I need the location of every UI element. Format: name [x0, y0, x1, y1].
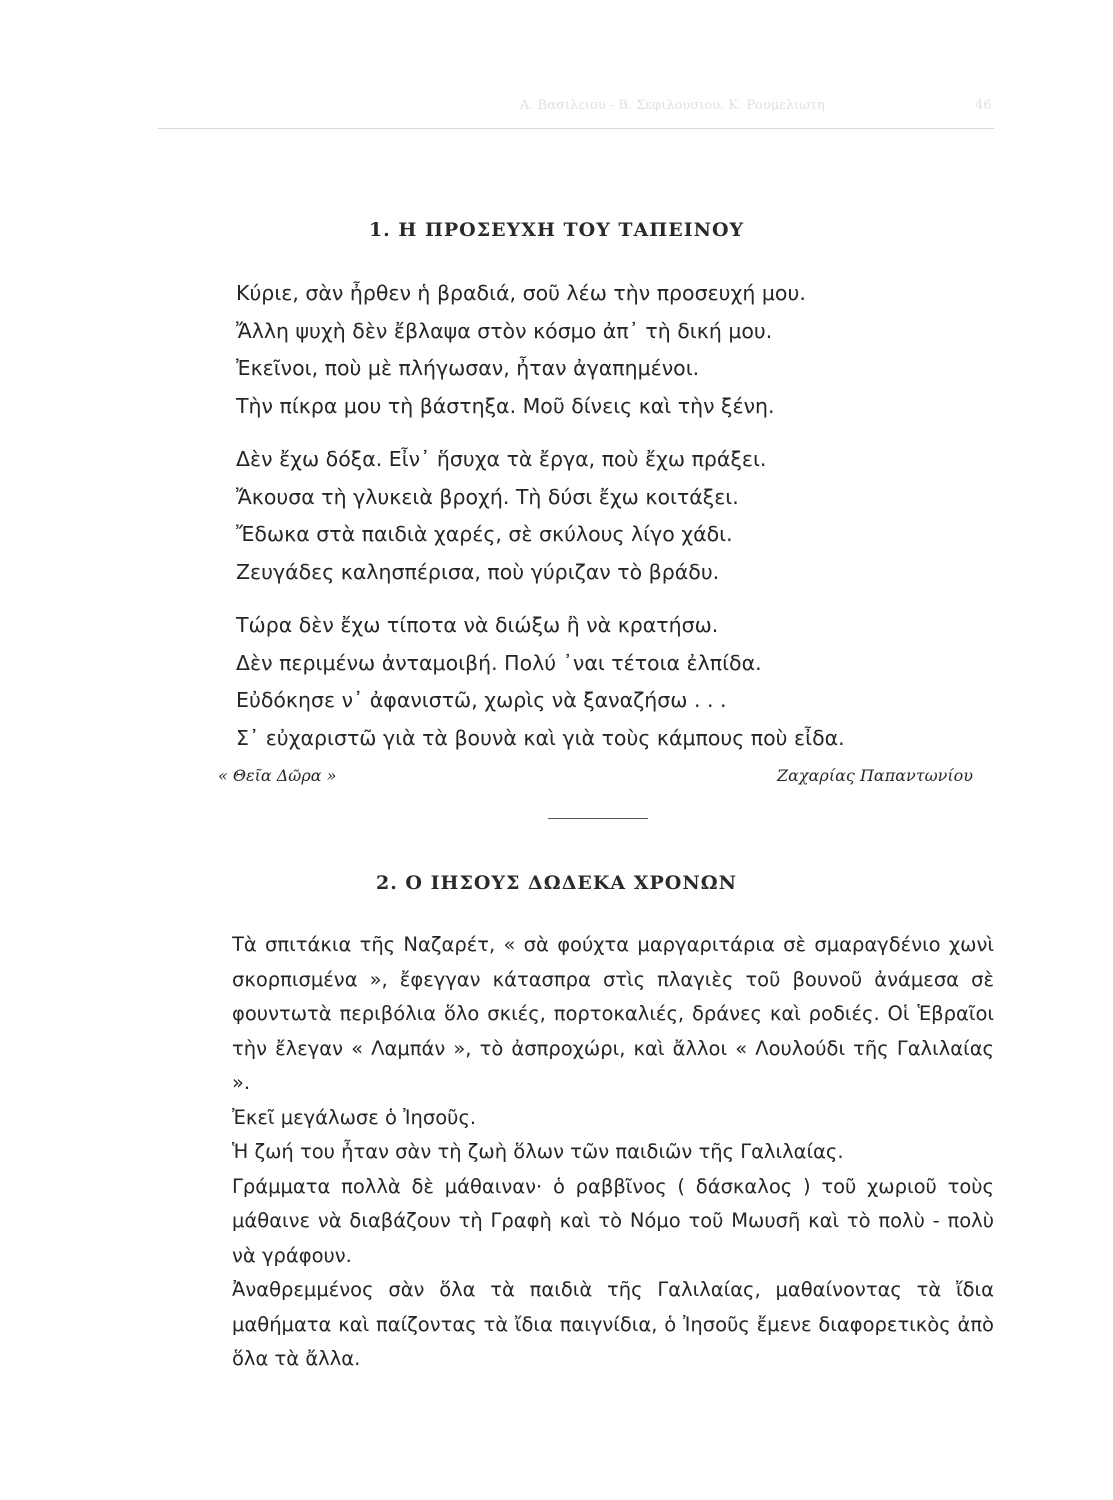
section-divider [548, 818, 648, 819]
poem-line: Κύριε, σὰν ἦρθεν ἡ βραδιά, σοῦ λέω τὴν προσευχή μου. [236, 281, 806, 305]
section-2-title: 2. Ο ΙΗΣΟΥΣ ΔΩΔΕΚΑ ΧΡΟΝΩΝ [375, 872, 738, 894]
poem-line: Δὲν ἔχω δόξα. Εἶν᾽ ἥσυχα τὰ ἔργα, ποὺ ἔχω πράξει. [236, 447, 767, 471]
poem-line: Τὴν πίκρα μου τὴ βάστηξα. Μοῦ δίνεις καὶ τὴν ξένη. [236, 393, 775, 418]
poem-line: Ἐκεῖνοι, ποὺ μὲ πλήγωσαν, ἦταν ἀγαπημένοι. [236, 356, 700, 380]
section-1-title: 1. Η ΠΡΟΣΕΥΧΗ ΤΟΥ ΤΑΠΕΙΝΟΥ [368, 219, 745, 241]
stanza-2 [236, 441, 996, 591]
paragraph: Ἀναθρεμμένος σὰν ὅλα τὰ παιδιὰ τῆς Γαλιλαίας, μαθαίνοντας τὰ ἴδια μαθήματα καὶ παίζοντας τὰ ἴδια παιγνίδια, ὁ Ἰησοῦς ἔμενε διαφορετικὸς ἀπὸ ὅλα τὰ ἄλλα. [232, 1278, 994, 1370]
poem-line: Ἔδωκα στὰ παιδιὰ χαρές, σὲ σκύλους λίγο χάδι. [236, 522, 733, 546]
stanza-1 [236, 275, 996, 425]
poem-line: Ἄλλη ψυχὴ δὲν ἔβλαψα στὸν κόσμο ἀπ᾽ τὴ δική μου. [236, 318, 773, 343]
poem-line: Εὐδόκησε ν᾽ ἀφανιστῶ, χωρὶς νὰ ξαναζήσω . . . [236, 688, 727, 712]
page-number: 46 [975, 98, 992, 113]
stanza-3 [236, 607, 996, 757]
poem-line: Δὲν περιμένω ἀνταμοιβή. Πολύ ᾽ναι τέτοια ἐλπίδα. [236, 650, 762, 675]
paragraph: Ἡ ζωή του ἦταν σὰν τὴ ζωὴ ὅλων τῶν παιδιῶν τῆς Γαλιλαίας. [232, 1140, 844, 1163]
poem-source: « Θεῖα Δῶρα » [218, 766, 337, 785]
poem-line: Τώρα δὲν ἔχω τίποτα νὰ διώξω ἢ νὰ κρατήσω. [236, 613, 719, 637]
poem-line: Ζευγάδες καλησπέρισα, ποὺ γύριζαν τὸ βράδυ. [236, 559, 720, 584]
poem-line: Σ᾽ εὐχαριστῶ γιὰ τὰ βουνὰ καὶ γιὰ τοὺς κάμπους ποὺ εἶδα. [236, 725, 845, 750]
poem [236, 275, 996, 773]
paragraph: Τὰ σπιτάκια τῆς Ναζαρέτ, « σὰ φούχτα μαργαριτάρια σὲ σμαραγδένιο χωνὶ σκορπισμένα », ἔφεγγαν κάτασπρα στὶς πλαγιὲς τοῦ βουνοῦ ἀνάμεσα σὲ φουντωτὰ περιβόλια ὅλο σκιές, πορτοκαλιές, δράνες καὶ ροδιές. Οἱ Ἑβραῖοι τὴν ἔλεγαν « Λαμπάν », τὸ ἀσπροχώρι, καὶ ἄλλοι « Λουλούδι τῆς Γαλιλαίας ». [232, 933, 994, 1094]
poem-author: Ζαχαρίας Παπαντωνίου [776, 766, 973, 785]
section-2-body [232, 928, 994, 1377]
poem-line: Ἄκουσα τὴ γλυκειὰ βροχή. Τὴ δύσι ἔχω κοιτάξει. [236, 484, 739, 509]
header-rule [158, 128, 994, 129]
paragraph: Γράμματα πολλὰ δὲ μάθαιναν· ὁ ραββῖνος ( δάσκαλος ) τοῦ χωριοῦ τοὺς μάθαινε νὰ διαβάζουν τὴ Γραφὴ καὶ τὸ Νόμο τοῦ Μωυσῆ καὶ τὸ πολὺ - πολὺ νὰ γράφουν. [232, 1174, 994, 1267]
paragraph: Ἐκεῖ μεγάλωσε ὁ Ἰησοῦς. [232, 1105, 477, 1129]
running-header: Α. Βασιλειου - Β. Σεφιλουσιου. Κ. Ρουμελιωτη [520, 98, 825, 113]
